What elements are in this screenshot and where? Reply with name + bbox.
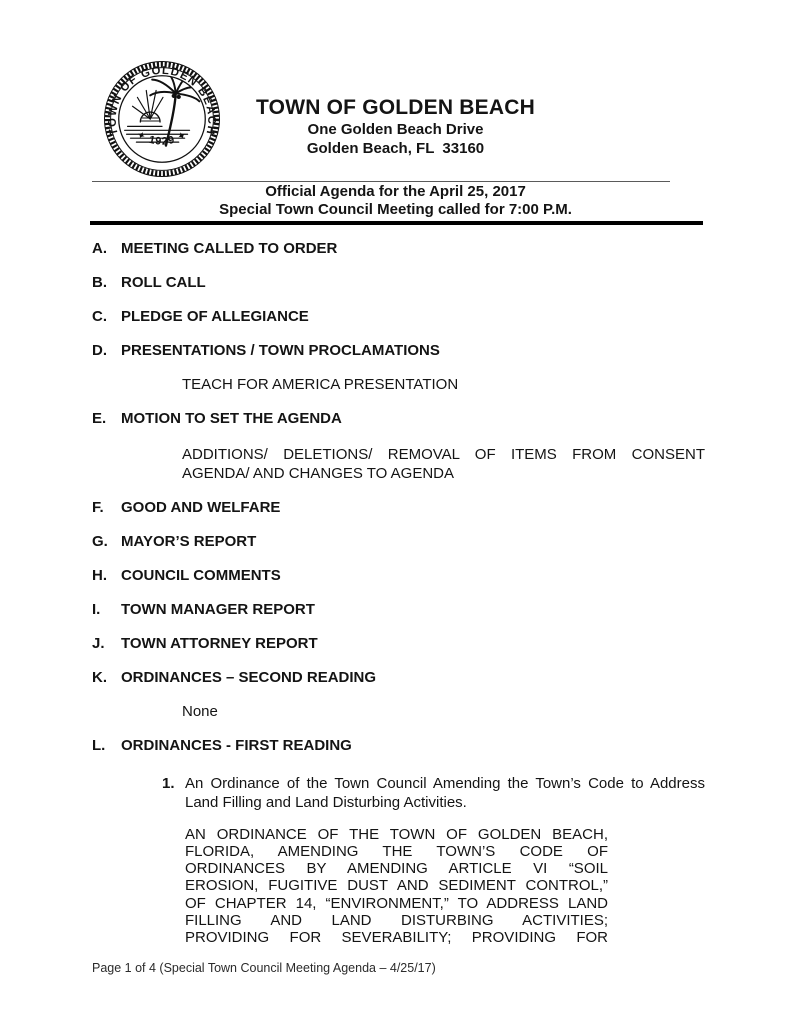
subitem-line: AGENDA/ AND CHANGES TO AGENDA: [182, 464, 455, 482]
ordinance-summary-line: An Ordinance of the Town Council Amending the Town’s Code to Address: [185, 774, 705, 792]
agenda-subitem-teach-for-america: TEACH FOR AMERICA PRESENTATION: [182, 375, 459, 393]
caption-line: EROSION, FUGITIVE DUST AND SEDIMENT CONTROL,”: [185, 877, 608, 895]
ordinance-summary-line: Land Filling and Land Disturbing Activities.: [185, 793, 467, 811]
address-line-2: Golden Beach, FL 33160: [306, 140, 485, 157]
item-letter: J.: [92, 635, 105, 652]
agenda-item-g: [92, 534, 705, 551]
item-title: MOTION TO SET THE AGENDA: [121, 409, 342, 427]
item-title: TOWN MANAGER REPORT: [121, 601, 315, 618]
ordinance-number: 1.: [162, 774, 175, 792]
thin-divider-rule: [92, 181, 670, 182]
town-seal-icon: [103, 60, 221, 178]
item-title: ORDINANCES – SECOND READING: [121, 669, 377, 686]
agenda-item-k: [92, 670, 705, 687]
ordinance-item-1: [162, 774, 705, 812]
item-letter: K.: [92, 669, 107, 686]
item-letter: D.: [92, 341, 107, 359]
item-title: MAYOR’S REPORT: [121, 533, 257, 550]
thick-divider-rule: [90, 221, 703, 225]
item-letter: L.: [92, 737, 106, 754]
agenda-title-line-2: Special Town Council Meeting called for 7:00 P.M.: [219, 201, 572, 218]
item-letter: C.: [92, 307, 107, 325]
item-letter: E.: [92, 409, 107, 427]
caption-line: ORDINANCES BY AMENDING ARTICLE VI “SOIL: [185, 860, 608, 878]
agenda-item-i: [92, 602, 705, 619]
agenda-item-l: [92, 738, 705, 755]
caption-line: OF CHAPTER 14, “ENVIRONMENT,” TO ADDRESS LAND: [185, 894, 608, 912]
agenda-item-b: [92, 275, 705, 292]
item-letter: A.: [92, 239, 107, 257]
agenda-subitem-none: None: [182, 703, 218, 720]
item-title: TOWN ATTORNEY REPORT: [121, 635, 318, 652]
agenda-item-d: [92, 343, 705, 360]
item-title: GOOD AND WELFARE: [121, 499, 281, 516]
address-line-1: One Golden Beach Drive: [307, 121, 484, 138]
item-title: PLEDGE OF ALLEGIANCE: [121, 307, 309, 325]
item-title: ORDINANCES - FIRST READING: [121, 737, 352, 754]
item-letter: I.: [92, 601, 101, 618]
item-letter: H.: [92, 567, 107, 584]
agenda-item-h: [92, 568, 705, 585]
ordinance-caption: [185, 826, 608, 947]
ordinance-summary: [185, 774, 705, 812]
agenda-item-j: [92, 636, 705, 653]
item-title: COUNCIL COMMENTS: [121, 567, 281, 584]
subitem-line: ADDITIONS/ DELETIONS/ REMOVAL OF ITEMS FROM CONSENT: [182, 445, 705, 463]
agenda-item-f: [92, 500, 705, 517]
item-letter: B.: [92, 273, 107, 291]
page-footer: Page 1 of 4 (Special Town Council Meeting Agenda – 4/25/17): [92, 961, 436, 975]
item-title: ROLL CALL: [121, 273, 206, 291]
agenda-item-a: [92, 241, 705, 258]
caption-line: FLORIDA, AMENDING THE TOWN’S CODE OF: [185, 842, 608, 860]
item-title: MEETING CALLED TO ORDER: [121, 239, 338, 257]
item-letter: F.: [92, 499, 104, 516]
agenda-subitem-additions-deletions: [182, 445, 705, 483]
item-title: PRESENTATIONS / TOWN PROCLAMATIONS: [121, 341, 440, 359]
agenda-item-e: [92, 411, 705, 428]
seal-top-text: TOWN OF GOLDEN BEACH: [106, 64, 218, 137]
org-name: TOWN OF GOLDEN BEACH: [256, 96, 535, 119]
item-letter: G.: [92, 533, 108, 550]
sun-rays-icon: [133, 90, 163, 119]
caption-line: AN ORDINANCE OF THE TOWN OF GOLDEN BEACH,: [185, 825, 608, 843]
seal-year-text: ✦ 1929 ✦: [134, 128, 190, 148]
agenda-title-line-1: Official Agenda for the April 25, 2017: [265, 183, 526, 200]
agenda-list: [92, 241, 705, 947]
caption-line: FILLING AND LAND DISTURBING ACTIVITIES;: [185, 911, 608, 929]
agenda-item-c: [92, 309, 705, 326]
agenda-title: [0, 183, 791, 219]
caption-line: PROVIDING FOR SEVERABILITY; PROVIDING FOR: [185, 929, 608, 947]
